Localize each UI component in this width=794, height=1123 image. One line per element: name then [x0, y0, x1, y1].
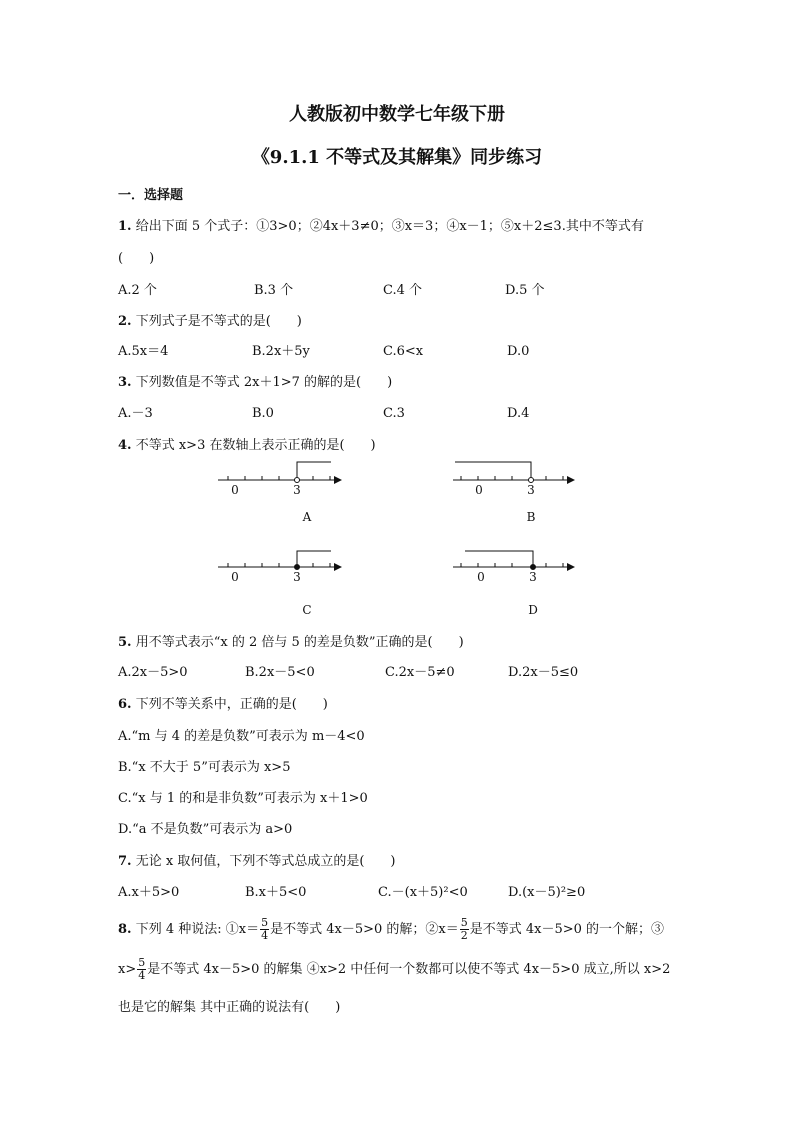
q8-part-1: 下列 4 种说法: ①x＝: [135, 922, 260, 937]
q8-part-4: x>: [118, 962, 137, 977]
line-a-zero: 0: [231, 483, 239, 497]
section-heading: 一．选择题: [118, 188, 184, 203]
q7-number: 7.: [118, 854, 132, 869]
line-b-zero: 0: [475, 483, 483, 497]
q7-option-b: B.x＋5<0: [245, 885, 307, 900]
q5-text: 用不等式表示“x 的 2 倍与 5 的差是负数”正确的是( ): [135, 635, 464, 650]
doc-title: 人教版初中数学七年级下册: [289, 104, 505, 125]
line-c-three: 3: [293, 570, 301, 584]
q6-option-b: B.“x 不大于 5”可表示为 x>5: [118, 760, 291, 775]
q5-option-a: A.2x－5>0: [118, 665, 188, 680]
fraction-denominator: 4: [261, 929, 269, 942]
q3-number: 3.: [118, 375, 132, 390]
question-1: [118, 218, 644, 236]
line-d-label: D: [528, 603, 538, 617]
q1-number: 1.: [118, 219, 132, 234]
q2-number: 2.: [118, 314, 132, 329]
line-a-label: A: [302, 510, 312, 524]
q7-option-d: D.(x－5)²≥0: [508, 885, 586, 900]
q6-option-d: D.“a 不是负数”可表示为 a>0: [118, 822, 293, 837]
q3-option-a: A.－3: [118, 406, 153, 421]
q8-part-5: 是不等式 4x－5>0 的解集 ④x>2 中任何一个数都可以使不等式 4x－5>0 成立,所以 x>2: [147, 962, 671, 977]
q3-option-c: C.3: [383, 406, 405, 421]
question-8-line-3: 也是它的解集 其中正确的说法有( ): [118, 1000, 341, 1015]
line-d-three: 3: [529, 570, 537, 584]
q3-text: 下列数值是不等式 2x＋1>7 的解的是( ): [135, 375, 393, 390]
question-3: [118, 374, 392, 392]
fraction-numerator: 5: [460, 916, 468, 929]
q5-number: 5.: [118, 635, 132, 650]
q8-part-2: 是不等式 4x－5>0 的解；②x＝: [270, 922, 459, 937]
fraction-numerator: 5: [138, 956, 146, 969]
question-7: [118, 853, 395, 871]
q6-text: 下列不等关系中，正确的是( ): [135, 697, 328, 712]
fraction-denominator: 4: [138, 969, 146, 982]
q5-option-c: C.2x－5≠0: [385, 665, 455, 680]
q8-number: 8.: [118, 922, 132, 937]
q4-number: 4.: [118, 438, 132, 453]
line-d-zero: 0: [477, 570, 485, 584]
fraction-denominator: 2: [460, 929, 468, 942]
fraction-5-2: [460, 917, 469, 942]
q1-option-b: B.3 个: [254, 283, 294, 298]
question-2: [118, 313, 302, 331]
question-6: [118, 696, 328, 714]
fraction-5-4: [137, 957, 146, 982]
line-b-three: 3: [527, 483, 535, 497]
q1-paren: ( ): [118, 251, 155, 266]
q1-option-d: D.5 个: [505, 283, 545, 298]
q5-option-b: B.2x－5<0: [245, 665, 315, 680]
q8-part-3: 是不等式 4x－5>0 的一个解；③: [469, 922, 665, 937]
question-8-line-1: [118, 917, 664, 943]
q7-option-a: A.x＋5>0: [118, 885, 180, 900]
q1-option-c: C.4 个: [383, 283, 423, 298]
doc-subtitle: 《9.1.1 不等式及其解集》同步练习: [251, 147, 543, 168]
q2-option-d: D.0: [507, 344, 530, 359]
fraction-5-4: [260, 917, 269, 942]
q4-text: 不等式 x>3 在数轴上表示正确的是( ): [135, 438, 376, 453]
fraction-numerator: 5: [261, 916, 269, 929]
question-8-line-2: [118, 957, 670, 983]
q3-option-b: B.0: [252, 406, 274, 421]
line-c-zero: 0: [231, 570, 239, 584]
line-c-label: C: [302, 603, 312, 617]
q7-option-c: C.－(x＋5)²<0: [378, 885, 468, 900]
q1-text: 给出下面 5 个式子：①3>0；②4x＋3≠0；③x＝3；④x－1；⑤x＋2≤3.其中不等式有: [135, 219, 644, 234]
q5-option-d: D.2x－5≤0: [508, 665, 579, 680]
line-a-three: 3: [293, 483, 301, 497]
q2-text: 下列式子是不等式的是( ): [135, 314, 302, 329]
q2-option-a: A.5x＝4: [118, 344, 169, 359]
question-4: [118, 437, 376, 455]
q2-option-c: C.6<x: [383, 344, 424, 359]
line-b-label: B: [526, 510, 536, 524]
q3-option-d: D.4: [507, 406, 530, 421]
q2-option-b: B.2x＋5y: [252, 344, 310, 359]
q6-option-c: C.“x 与 1 的和是非负数”可表示为 x＋1>0: [118, 791, 368, 806]
question-5: [118, 634, 464, 652]
q6-number: 6.: [118, 697, 132, 712]
q6-option-a: A.“m 与 4 的差是负数”可表示为 m－4<0: [118, 729, 365, 744]
q7-text: 无论 x 取何值，下列不等式总成立的是( ): [135, 854, 396, 869]
q1-option-a: A.2 个: [118, 283, 157, 298]
